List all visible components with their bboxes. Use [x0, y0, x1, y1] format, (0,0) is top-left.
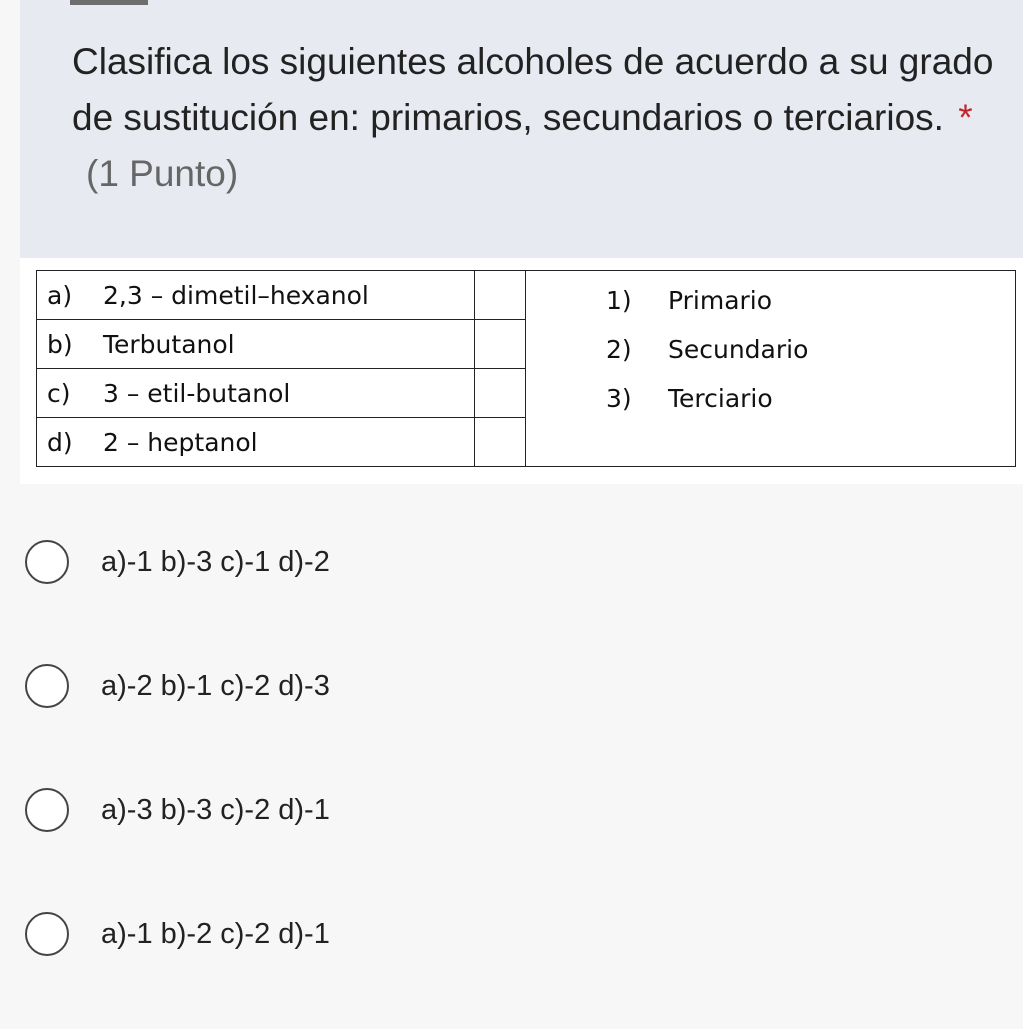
alcohol-letter: b)	[47, 329, 73, 359]
classification-name: Primario	[668, 286, 773, 315]
answer-option-4[interactable]	[25, 905, 330, 963]
alcohol-name: 3 – etil-butanol	[103, 378, 291, 408]
answer-blank-cell	[475, 369, 526, 418]
radio-button[interactable]	[25, 664, 69, 708]
radio-button[interactable]	[25, 788, 69, 832]
option-label[interactable]: a)-3 b)-3 c)-2 d)-1	[101, 793, 330, 826]
table-row	[37, 271, 1016, 320]
alcohol-name: Terbutanol	[103, 329, 235, 359]
answer-option-3[interactable]	[25, 781, 330, 839]
question-text: Clasifica los siguientes alcoholes de acuerdo a su grado de sustitución en: primarios, secundarios o terciarios.	[72, 41, 994, 138]
option-label[interactable]: a)-1 b)-3 c)-1 d)-2	[101, 545, 330, 578]
answer-blank-cell	[475, 320, 526, 369]
classification-item	[526, 279, 1015, 328]
alcohol-letter: a)	[47, 280, 73, 310]
classification-item	[526, 377, 1015, 426]
question-points: (1 Punto)	[86, 153, 239, 194]
alcohol-cell	[37, 271, 475, 320]
option-label[interactable]: a)-1 b)-2 c)-2 d)-1	[101, 917, 330, 950]
alcohol-cell	[37, 320, 475, 369]
classification-name: Secundario	[668, 335, 809, 364]
radio-button[interactable]	[25, 912, 69, 956]
classification-item	[526, 328, 1015, 377]
classification-name: Terciario	[668, 384, 773, 413]
alcohol-name: 2,3 – dimetil–hexanol	[103, 280, 369, 310]
option-label[interactable]: a)-2 b)-1 c)-2 d)-3	[101, 669, 330, 702]
alcohol-letter: c)	[47, 378, 71, 408]
answer-option-1[interactable]	[25, 533, 330, 591]
alcohol-cell	[37, 369, 475, 418]
matching-table	[36, 270, 1016, 467]
classification-cell	[526, 271, 1016, 467]
classification-number: 1)	[606, 286, 632, 315]
radio-button[interactable]	[25, 540, 69, 584]
classification-number: 2)	[606, 335, 632, 364]
alcohol-letter: d)	[47, 427, 73, 457]
answer-option-2[interactable]	[25, 657, 330, 715]
required-mark: *	[958, 97, 973, 138]
question-title	[72, 34, 1002, 202]
answer-blank-cell	[475, 271, 526, 320]
top-divider	[70, 0, 148, 5]
classification-number: 3)	[606, 384, 632, 413]
answer-options	[25, 533, 330, 1029]
alcohol-cell	[37, 418, 475, 467]
answer-blank-cell	[475, 418, 526, 467]
alcohol-name: 2 – heptanol	[103, 427, 258, 457]
